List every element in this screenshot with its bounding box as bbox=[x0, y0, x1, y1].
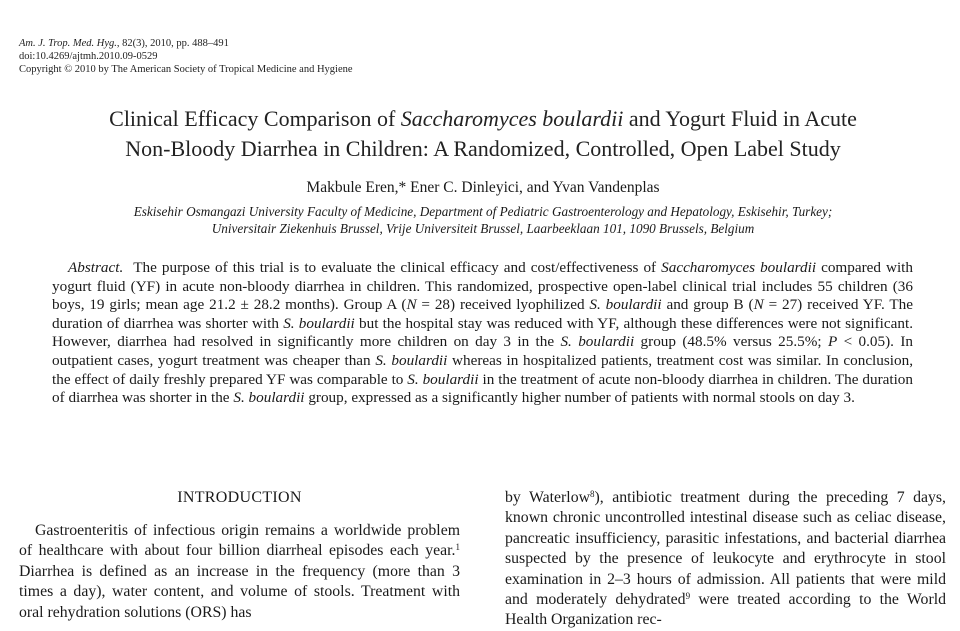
article-title bbox=[0, 104, 960, 164]
body-text: by Waterlow bbox=[505, 489, 591, 506]
abstract-italic: Saccharomyces boulardii bbox=[661, 259, 817, 276]
abstract-italic: P bbox=[827, 333, 838, 351]
abstract-text: group (48.5% versus 25.5%; bbox=[634, 333, 828, 351]
abstract-text: in the treatment of acute non-bloody diarrhea in children. The duration of diarrhea was shorter in the bbox=[52, 370, 913, 407]
abstract-text: compared with yogurt fluid (YF) in acute non-bloody diarrhea in children. This randomized, prospective open-label clinical trial includes 55 children (36 boys, 19 girls; mean age 21.2 ± 28.2 months). Group A ( bbox=[52, 259, 913, 314]
reference-marker[interactable]: 1 bbox=[455, 542, 460, 553]
abstract-italic: S. boulardii bbox=[589, 296, 662, 314]
author-list: Makbule Eren,* Ener C. Dinleyici, and Yvan Vandenplas bbox=[306, 179, 660, 196]
title-line-2: Non-Bloody Diarrhea in Children: A Randomized, Controlled, Open Label Study bbox=[125, 136, 841, 161]
abstract-text: but the hospital stay was reduced with YF, although these differences were not significant. However, diarrhea had resolved in significantly more children on day 3 in the bbox=[52, 314, 913, 351]
left-column bbox=[19, 487, 460, 623]
abstract-text: group, expressed as a significantly higher number of patients with normal stools on day 3. bbox=[304, 389, 855, 407]
volume-pages: , 82(3), 2010, pp. 488–491 bbox=[116, 38, 229, 49]
article-header bbox=[19, 37, 353, 76]
abstract-text: and group B ( bbox=[661, 296, 754, 314]
journal-name: Am. J. Trop. Med. Hyg. bbox=[19, 38, 117, 49]
abstract-italic: N bbox=[406, 296, 417, 314]
abstract-italic: N bbox=[753, 296, 764, 314]
reference-marker[interactable]: 8 bbox=[590, 489, 595, 499]
citation-line bbox=[19, 37, 353, 50]
affiliation-1: Eskisehir Osmangazi University Faculty of Medicine, Department of Pediatric Gastroenterology and Hepatology, Eskisehir, Turkey; bbox=[133, 204, 833, 219]
intro-paragraph bbox=[19, 521, 460, 623]
body-text: Gastroenteritis of infectious origin remains a worldwide problem of healthcare with about four billion diarrheal episodes each year. bbox=[19, 522, 460, 560]
abstract bbox=[52, 259, 913, 408]
methods-paragraph bbox=[505, 488, 946, 631]
copyright: Copyright © 2010 by The American Society of Tropical Medicine and Hygiene bbox=[19, 64, 353, 75]
abstract-italic: S. boulardii bbox=[283, 314, 355, 332]
body-text: ), antibiotic treatment during the preceding 7 days, known chronic uncontrolled intestinal disease such as celiac disease, pancreatic insufficiency, parasitic infestations, and bacterial diarrhea suspected by the presence of leukocyte and erythrocyte in stool examination in 2–3 hours of admission. All patients that were mild and moderately dehydrated bbox=[505, 489, 946, 609]
abstract-text: < 0.05). In outpatient cases, yogurt treatment was cheaper than bbox=[52, 333, 913, 369]
abstract-text: = 28) received lyophilized bbox=[416, 296, 590, 314]
abstract-italic: S. boulardii bbox=[560, 333, 635, 351]
section-heading-introduction: INTRODUCTION bbox=[177, 489, 302, 506]
title-line-1 bbox=[0, 104, 960, 134]
abstract-italic: S. boulardii bbox=[233, 389, 305, 407]
body-text: Diarrhea is defined as an increase in the frequency (more than 3 times a day), water content, and volume of stools. Treatment with oral rehydration solutions (ORS) has bbox=[19, 562, 460, 621]
title-text: and Yogurt Fluid in Acute bbox=[623, 106, 857, 131]
abstract-label: Abstract. bbox=[68, 259, 124, 276]
abstract-text: The purpose of this trial is to evaluate the clinical efficacy and cost/effectiveness of bbox=[133, 259, 662, 276]
abstract-italic: S. boulardii bbox=[375, 351, 448, 369]
affiliations bbox=[0, 203, 960, 237]
abstract-text: = 27) received YF. The duration of diarrhea was shorter with bbox=[52, 296, 913, 332]
abstract-italic: S. boulardii bbox=[407, 370, 479, 388]
title-species: Saccharomyces boulardii bbox=[400, 106, 624, 131]
affiliation-2: Universitair Ziekenhuis Brussel, Vrije Universiteit Brussel, Laarbeeklaan 101, 1090 Brussels, Belgium bbox=[211, 221, 755, 236]
title-text: Clinical Efficacy Comparison of bbox=[109, 106, 401, 131]
doi: doi:10.4269/ajtmh.2010.09-0529 bbox=[19, 51, 158, 62]
abstract-text: whereas in hospitalized patients, treatment cost was similar. In conclusion, the effect of daily freshly prepared YF was comparable to bbox=[52, 351, 913, 388]
right-column bbox=[505, 488, 946, 631]
reference-marker[interactable]: 9 bbox=[685, 591, 691, 602]
body-text: were treated according to the World Health Organization rec- bbox=[505, 591, 946, 629]
